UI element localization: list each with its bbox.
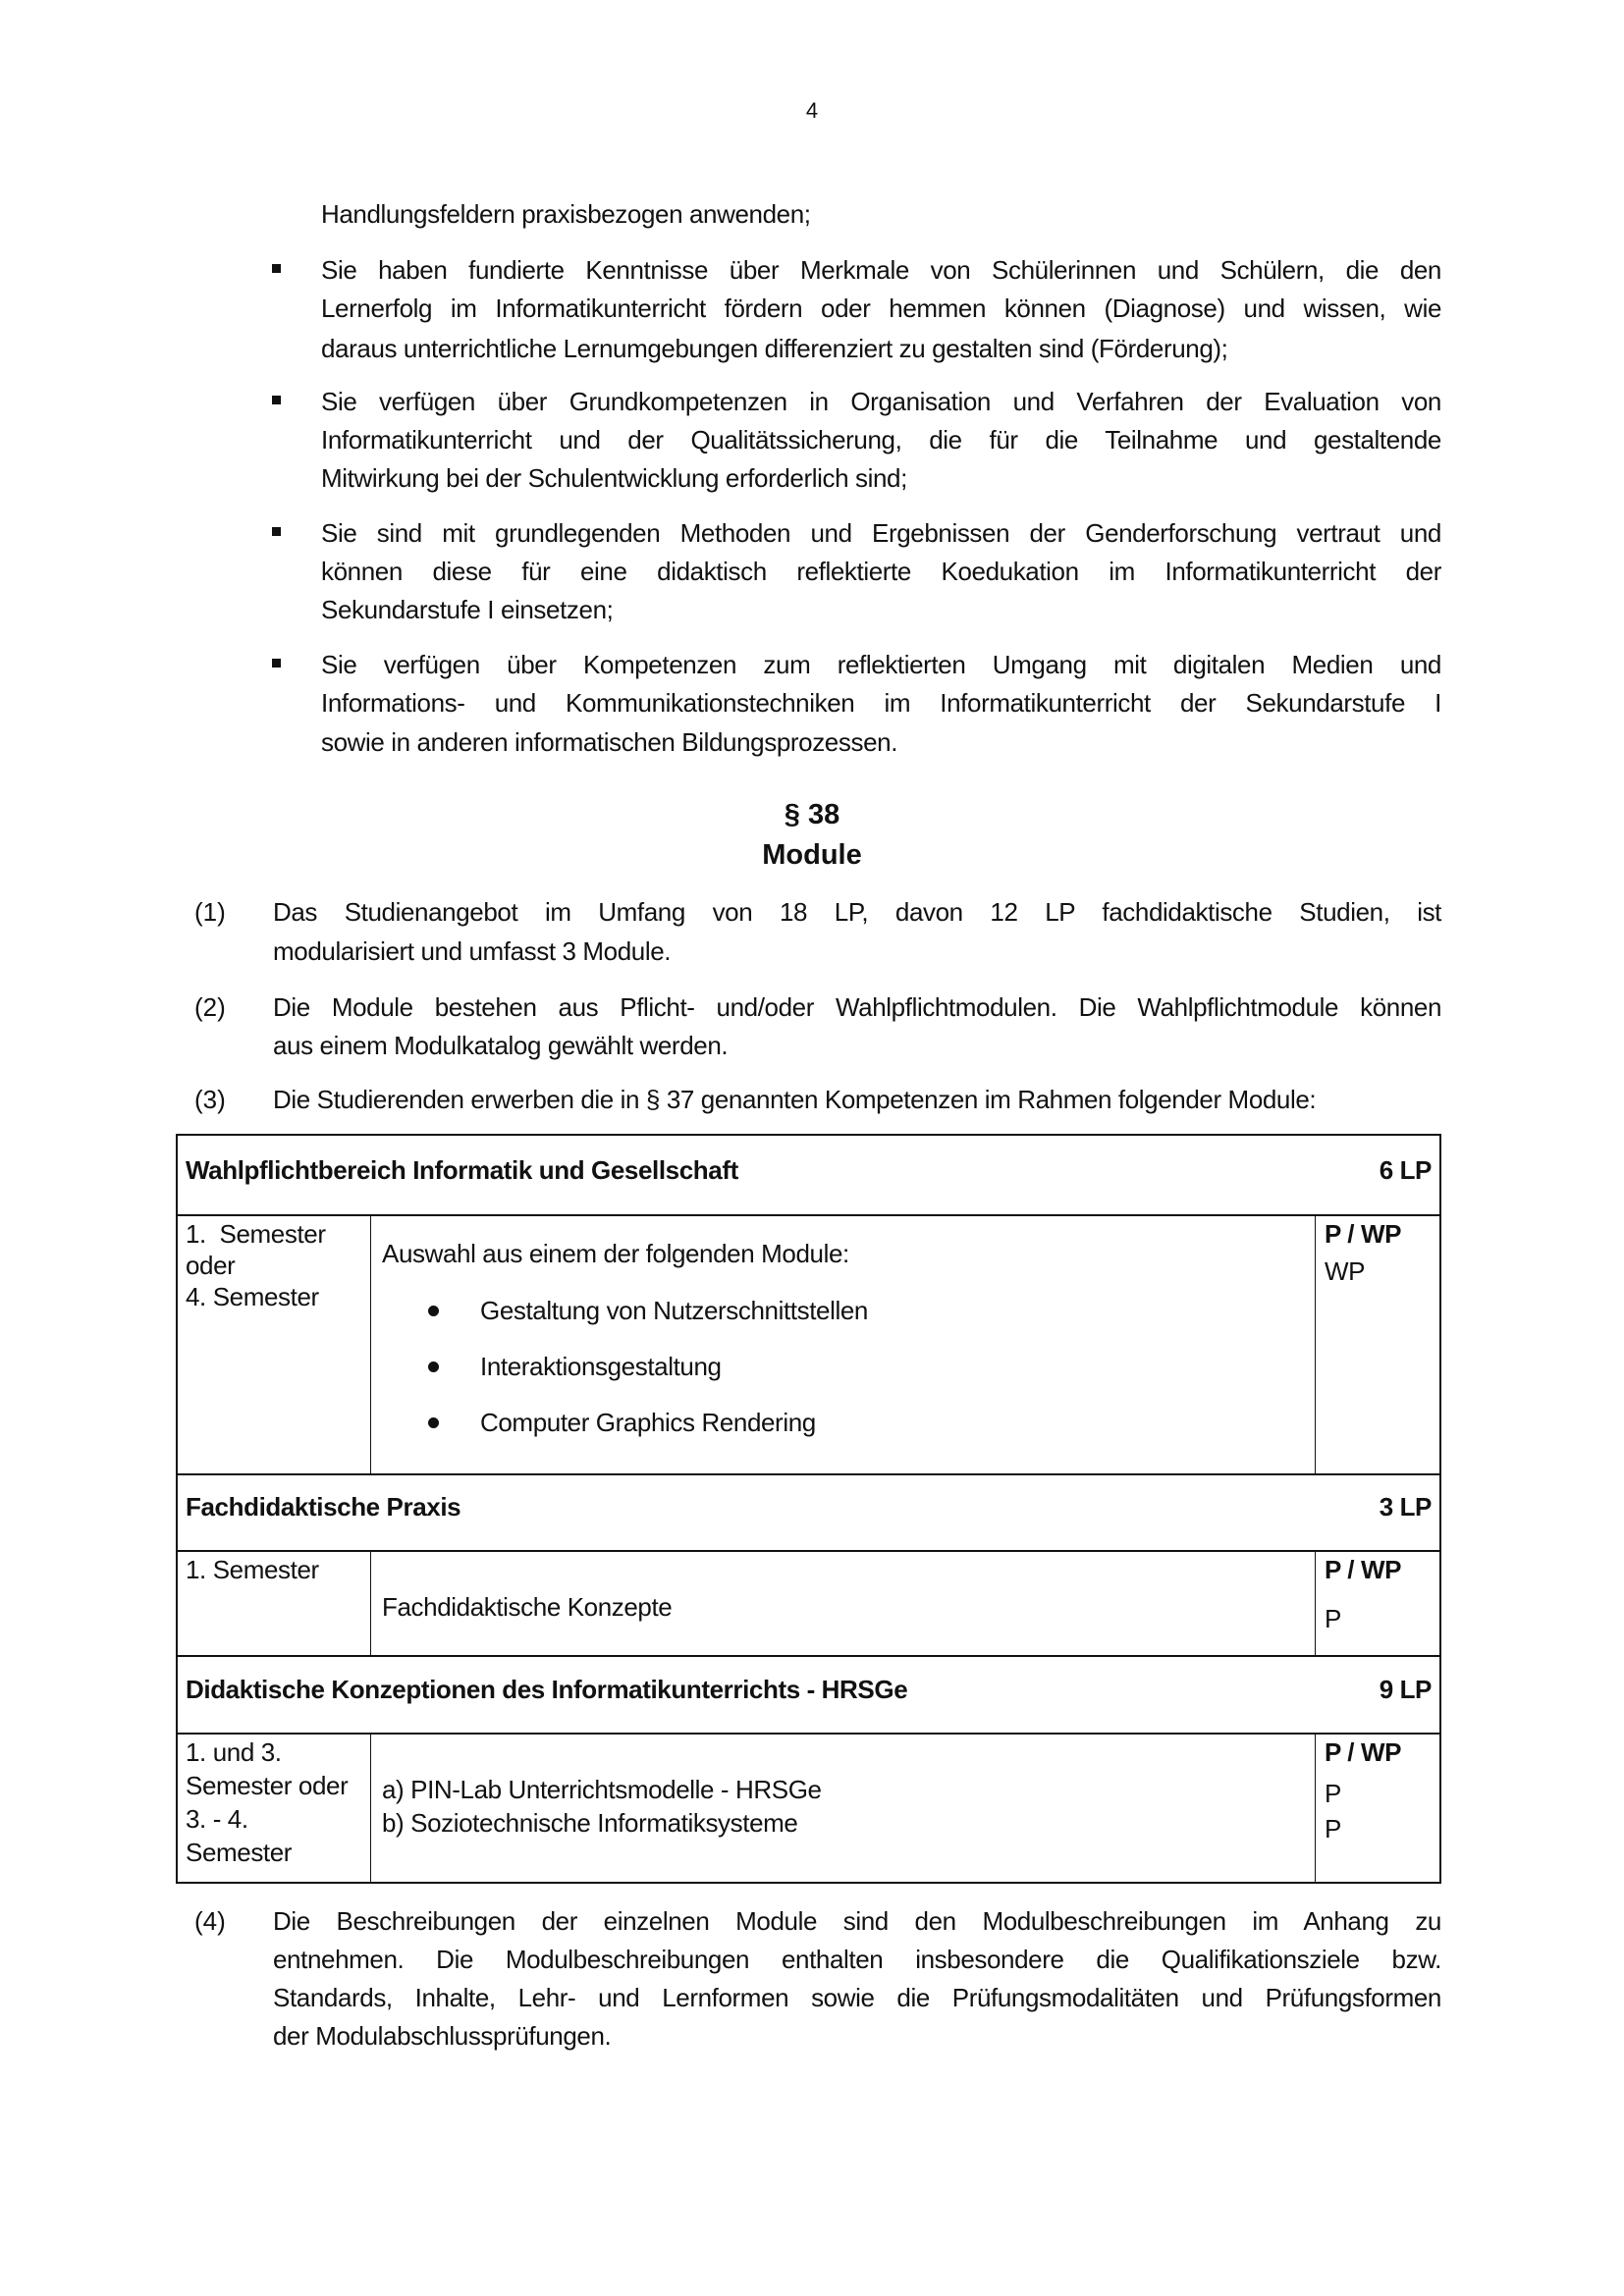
section-title: Module [762, 839, 862, 871]
paragraph-number: (4) [194, 1906, 226, 1936]
semester-text: Semester [186, 1838, 293, 1867]
semester-text: oder [186, 1251, 236, 1280]
pwp-header: P / WP [1325, 1555, 1402, 1584]
module-item: a) PIN-Lab Unterrichtsmodelle - HRSGe [382, 1775, 822, 1804]
module-intro: Auswahl aus einem der folgenden Module: [382, 1239, 849, 1268]
bullet-line: Sie sind mit grundlegenden Methoden und Ergebnissen der Genderforschung vertraut und [321, 518, 1441, 548]
semester-text: 1. Semester [186, 1219, 326, 1249]
module-group-title: Fachdidaktische Praxis [186, 1492, 461, 1522]
bullet-line: Informatikunterricht und der Qualitätssicherung, die für die Teilnahme und gestaltende [321, 425, 1441, 454]
bullet-line: können diese für eine didaktisch reflektierte Koedukation im Informatikunterricht der [321, 557, 1441, 586]
pwp-value: P [1325, 1779, 1341, 1808]
bullet-line: sowie in anderen informatischen Bildungsprozessen. [321, 727, 898, 757]
paragraph-line: aus einem Modulkatalog gewählt werden. [273, 1031, 729, 1060]
semester-text: Semester oder [186, 1771, 349, 1800]
paragraph-number: (3) [194, 1085, 226, 1114]
paragraph-line: Die Module bestehen aus Pflicht- und/oder Wahlpflichtmodulen. Die Wahlpflichtmodule können [273, 992, 1441, 1022]
semester-text: 1. Semester [186, 1555, 319, 1584]
bullet-line: Sie haben fundierte Kenntnisse über Merkmale von Schülerinnen und Schülern, die den [321, 255, 1441, 285]
bullet-line: daraus unterrichtliche Lernumgebungen differenziert zu gestalten sind (Förderung); [321, 334, 1228, 363]
divider [178, 1655, 1439, 1657]
column-divider [370, 1214, 371, 1473]
divider [178, 1550, 1439, 1552]
semester-text: 1. und 3. [186, 1737, 282, 1767]
divider [178, 1214, 1439, 1216]
section-number: § 38 [784, 799, 840, 830]
bullet-line: Sie verfügen über Grundkompetenzen in Organisation und Verfahren der Evaluation von [321, 387, 1441, 416]
column-divider [370, 1733, 371, 1884]
column-divider [1315, 1550, 1316, 1655]
bullet-line: Sie verfügen über Kompetenzen zum reflektierten Umgang mit digitalen Medien und [321, 650, 1441, 679]
column-divider [370, 1550, 371, 1655]
pwp-value: WP [1325, 1256, 1366, 1286]
module-item: Interaktionsgestaltung [480, 1352, 722, 1381]
intro-line: Handlungsfeldern praxisbezogen anwenden; [321, 199, 811, 229]
pwp-value: P [1325, 1604, 1341, 1633]
paragraph-line: Das Studienangebot im Umfang von 18 LP, davon 12 LP fachdidaktische Studien, ist [273, 897, 1441, 927]
module-group-lp: 6 LP [1379, 1155, 1432, 1185]
bullet-icon [272, 264, 281, 273]
module-item: b) Soziotechnische Informatiksysteme [382, 1808, 798, 1838]
paragraph-line: modularisiert und umfasst 3 Module. [273, 936, 672, 966]
module-group-lp: 9 LP [1379, 1675, 1432, 1704]
bullet-line: Informations- und Kommunikationstechniken im Informatikunterricht der Sekundarstufe I [321, 688, 1441, 718]
semester-text: 4. Semester [186, 1282, 319, 1311]
pwp-value: P [1325, 1814, 1341, 1843]
module-item: Fachdidaktische Konzepte [382, 1592, 673, 1622]
page-number: 4 [805, 98, 819, 123]
module-item: Computer Graphics Rendering [480, 1408, 816, 1437]
bullet-icon [272, 396, 281, 404]
bullet-icon [428, 1306, 439, 1316]
pwp-header: P / WP [1325, 1219, 1402, 1249]
module-group-lp: 3 LP [1379, 1492, 1432, 1522]
bullet-icon [272, 659, 281, 667]
column-divider [1315, 1214, 1316, 1473]
module-group-title: Wahlpflichtbereich Informatik und Gesellschaft [186, 1155, 738, 1185]
paragraph-number: (1) [194, 897, 226, 927]
bullet-line: Lernerfolg im Informatikunterricht fördern oder hemmen können (Diagnose) und wissen, wie [321, 294, 1441, 323]
paragraph-line: Die Studierenden erwerben die in § 37 genannten Kompetenzen im Rahmen folgender Module: [273, 1085, 1317, 1114]
divider [178, 1733, 1439, 1735]
column-divider [1315, 1733, 1316, 1884]
bullet-icon [428, 1362, 439, 1372]
paragraph-line: Standards, Inhalte, Lehr- und Lernformen sowie die Prüfungsmodalitäten und Prüfungsformen [273, 1983, 1441, 2012]
module-table [176, 1134, 1441, 1884]
paragraph-line: Die Beschreibungen der einzelnen Module sind den Modulbeschreibungen im Anhang zu [273, 1906, 1441, 1936]
bullet-icon [428, 1417, 439, 1428]
bullet-icon [272, 527, 281, 536]
pwp-header: P / WP [1325, 1737, 1402, 1767]
paragraph-number: (2) [194, 992, 226, 1022]
paragraph-line: der Modulabschlussprüfungen. [273, 2021, 612, 2051]
bullet-line: Mitwirkung bei der Schulentwicklung erforderlich sind; [321, 463, 907, 493]
module-item: Gestaltung von Nutzerschnittstellen [480, 1296, 868, 1325]
module-group-title: Didaktische Konzeptionen des Informatikunterrichts - HRSGe [186, 1675, 908, 1704]
bullet-line: Sekundarstufe I einsetzen; [321, 595, 614, 624]
divider [178, 1473, 1439, 1475]
semester-text: 3. - 4. [186, 1804, 248, 1834]
paragraph-line: entnehmen. Die Modulbeschreibungen enthalten insbesondere die Qualifikationsziele bzw. [273, 1945, 1441, 1974]
